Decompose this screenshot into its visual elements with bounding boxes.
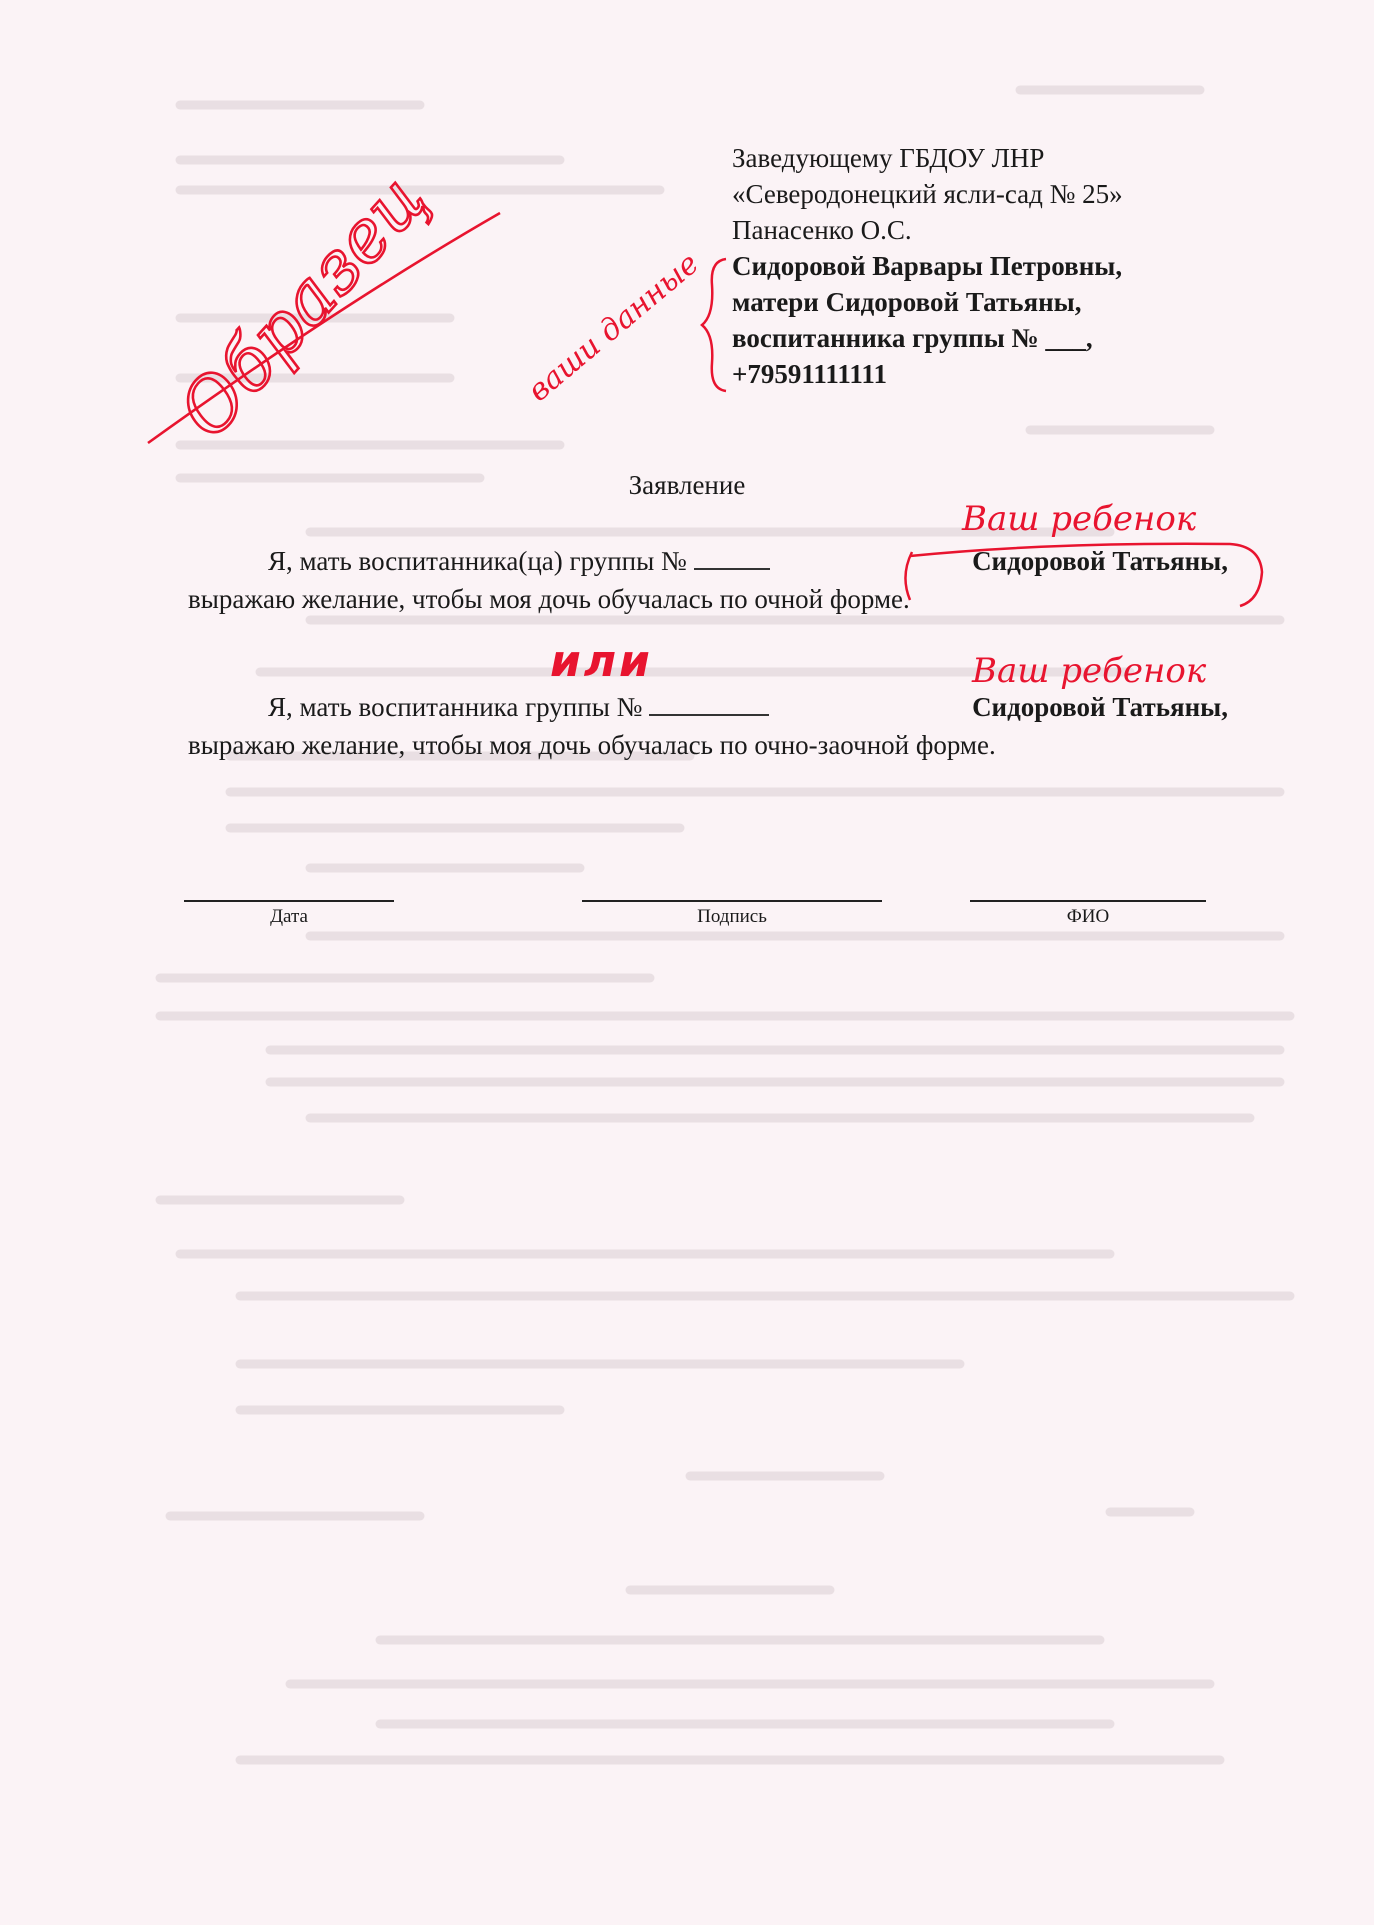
- date-label: Дата: [270, 906, 308, 927]
- child-name: Сидоровой Татьяны,: [972, 692, 1228, 722]
- group-number-blank: [694, 568, 770, 570]
- statement-part-time: [188, 688, 1228, 764]
- signature-line: [582, 900, 882, 902]
- signature-label: Подпись: [697, 906, 767, 927]
- statement-rest: выражаю желание, чтобы моя дочь обучалась по очно-заочной форме.: [188, 730, 996, 760]
- date-line: [184, 900, 394, 902]
- brace-icon: [700, 255, 730, 395]
- addressee-line: Заведующему ГБДОУ ЛНР: [732, 143, 1045, 173]
- your-data-note: ваши данные: [521, 246, 706, 409]
- or-text: или: [550, 636, 653, 687]
- addressee-block: [732, 140, 1123, 392]
- your-child-text: Ваш ребенок: [972, 651, 1207, 691]
- statement-start: Я, мать воспитанника группы №: [268, 688, 769, 726]
- statement-full-time: [188, 542, 1228, 618]
- your-child-note-2: [970, 640, 1240, 695]
- applicant-name: Сидоровой Варвары Петровны,: [732, 251, 1123, 281]
- institution-name: «Северодонецкий ясли-сад № 25»: [732, 179, 1123, 209]
- underline-stroke: [148, 213, 500, 443]
- group-number-blank: [649, 714, 769, 716]
- statement-rest: выражаю желание, чтобы моя дочь обучалась по очной форме.: [188, 584, 910, 614]
- sample-word: Образец: [162, 156, 442, 454]
- sample-stamp-handwriting: [140, 156, 520, 454]
- or-handwriting: [548, 634, 698, 688]
- child-name: Сидоровой Татьяны,: [972, 546, 1228, 576]
- head-name: Панасенко О.С.: [732, 215, 912, 245]
- child-group: воспитанника группы № ___,: [732, 323, 1093, 353]
- document-title: Заявление: [628, 470, 746, 500]
- your-data-handwriting: [486, 246, 706, 420]
- applicant-role: матери Сидоровой Татьяны,: [732, 287, 1082, 317]
- your-child-text: Ваш ребенок: [962, 499, 1197, 539]
- applicant-phone: +79591111111: [732, 359, 887, 389]
- fio-line: [970, 900, 1206, 902]
- fio-label: ФИО: [1066, 906, 1110, 927]
- statement-start: Я, мать воспитанника(ца) группы №: [268, 542, 770, 580]
